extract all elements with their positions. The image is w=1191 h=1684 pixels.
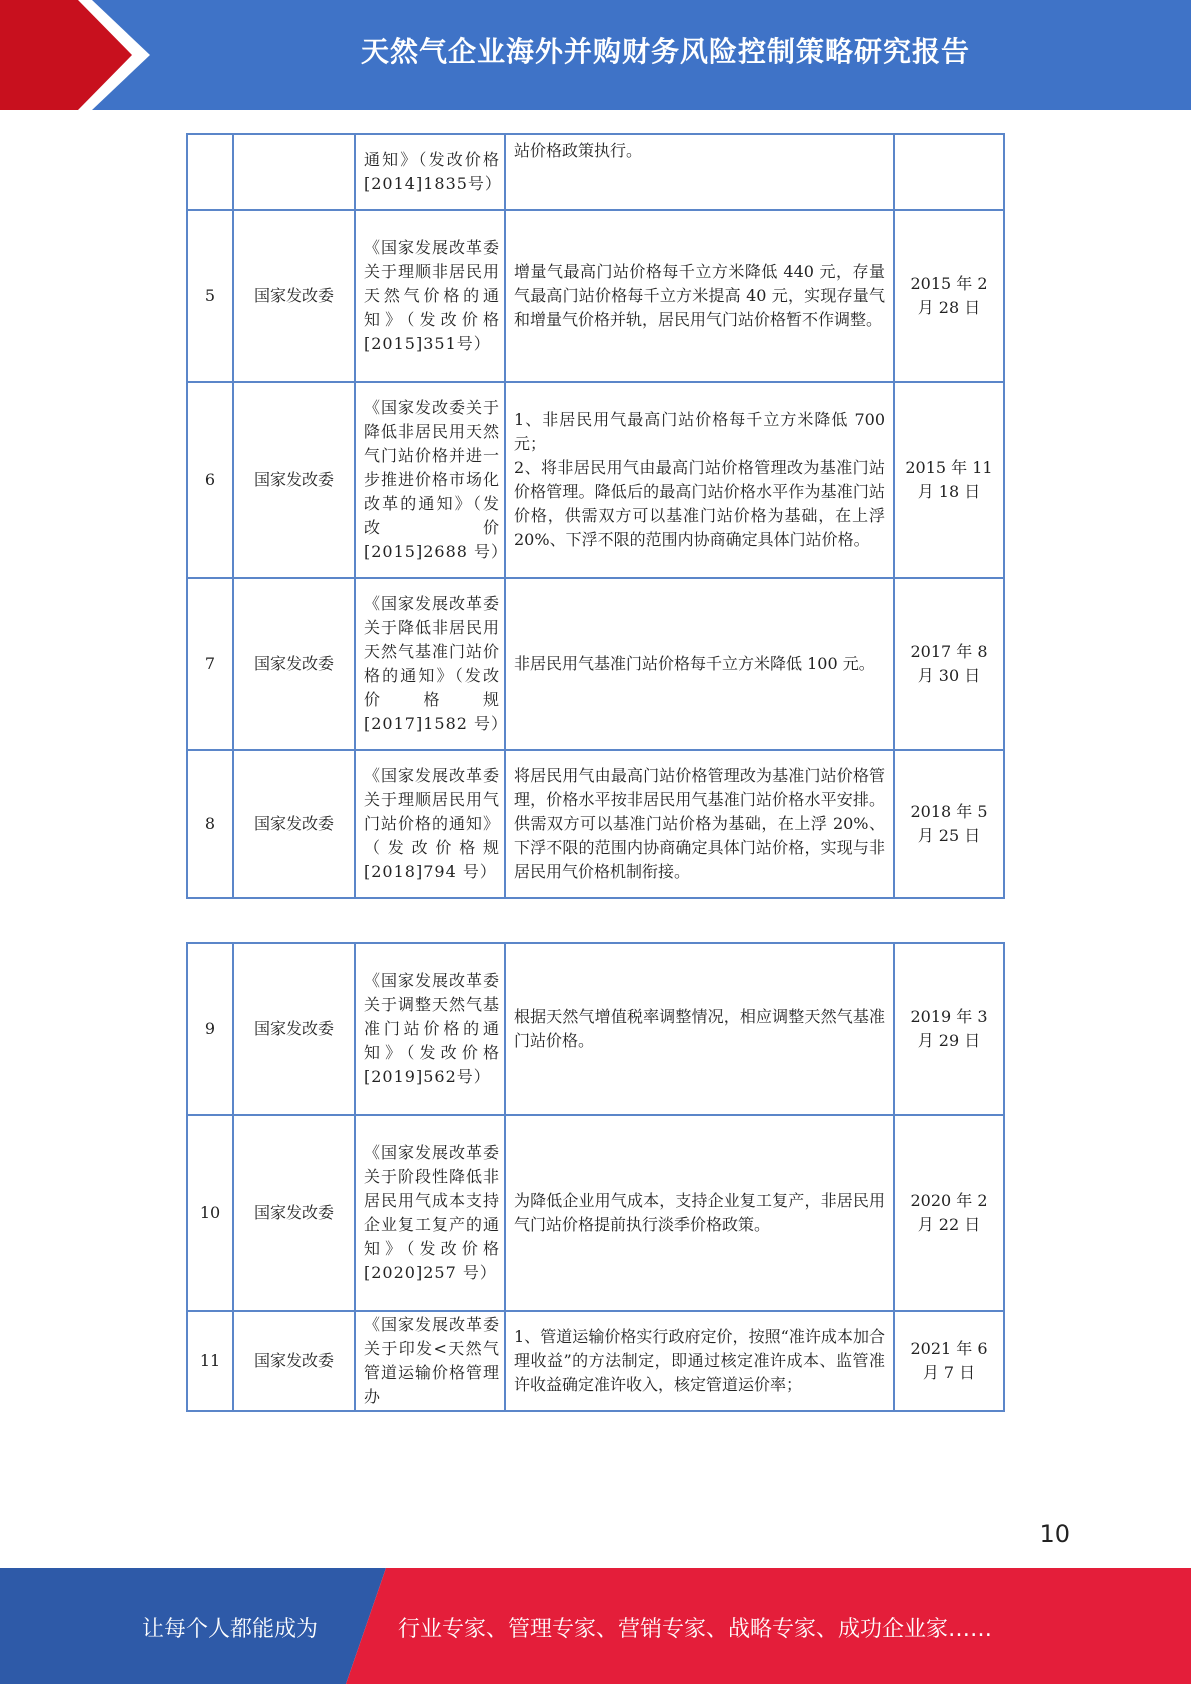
row-number: 9 <box>187 943 233 1115</box>
row-number: 8 <box>187 750 233 898</box>
issuing-body: 国家发改委 <box>233 578 355 750</box>
issuing-body: 国家发改委 <box>233 1311 355 1411</box>
table-row <box>187 382 1004 578</box>
policy-content: 1、非居民用气最高门站价格每千立方米降低 700 元； 2、将非居民用气由最高门站价格管理改为基准门站价格管理。降低后的最高门站价格水平作为基准门站价格，供需双方可以基准门站价格为基础，在上浮 20%、下浮不限的范围内协商确定具体门站价格。 <box>505 382 894 578</box>
document-name: 《国家发展改革委关于印发<天然气管道运输价格管理办 <box>355 1311 505 1411</box>
policy-content: 为降低企业用气成本，支持企业复工复产，非居民用气门站价格提前执行淡季价格政策。 <box>505 1115 894 1311</box>
document-name: 《国家发展改革委关于理顺居民用气门站价格的通知》（发改价格规[2018]794 号） <box>355 750 505 898</box>
document-name: 《国家发展改革委关于调整天然气基准门站价格的通知》（发改价格[2019]562号） <box>355 943 505 1115</box>
document-name: 《国家发展改革委关于降低非居民用天然气基准门站价格的通知》（发改价格规[2017]1582 号） <box>355 578 505 750</box>
table-row <box>187 1115 1004 1311</box>
issuing-body: 国家发改委 <box>233 210 355 382</box>
header-chevron-decoration <box>0 0 150 110</box>
row-number: 11 <box>187 1311 233 1411</box>
footer-slogan-left: 让每个人都能成为 <box>142 1617 319 1642</box>
issue-date: 2019 年 3 月 29 日 <box>894 943 1004 1115</box>
table-row <box>187 210 1004 382</box>
policy-content: 站价格政策执行。 <box>505 134 894 210</box>
footer-slogan-right: 行业专家、管理专家、营销专家、战略专家、成功企业家…… <box>398 1617 993 1642</box>
policy-content: 1、管道运输价格实行政府定价，按照“准许成本加合理收益”的方法制定，即通过核定准许成本、监管准许收益确定准许收入，核定管道运价率； <box>505 1311 894 1411</box>
issue-date: 2020 年 2 月 22 日 <box>894 1115 1004 1311</box>
document-name: 《国家发展改革委关于理顺非居民用天然气价格的通知》（发改价格[2015]351号） <box>355 210 505 382</box>
issue-date: 2015 年 2 月 28 日 <box>894 210 1004 382</box>
page-header <box>0 0 1191 110</box>
document-name: 通知》（发改价格[2014]1835号） <box>355 134 505 210</box>
issue-date: 2021 年 6 月 7 日 <box>894 1311 1004 1411</box>
row-number: 7 <box>187 578 233 750</box>
issuing-body: 国家发改委 <box>233 382 355 578</box>
table-row <box>187 943 1004 1115</box>
document-title: 天然气企业海外并购财务风险控制策略研究报告 <box>360 35 970 68</box>
issuing-body: 国家发改委 <box>233 1115 355 1311</box>
table-row <box>187 578 1004 750</box>
issue-date: 2018 年 5 月 25 日 <box>894 750 1004 898</box>
policy-content: 非居民用气基准门站价格每千立方米降低 100 元。 <box>505 578 894 750</box>
document-name: 《国家发改委关于降低非居民用天然气门站价格并进一步推进价格市场化改革的通知》（发改价[2015]2688 号） <box>355 382 505 578</box>
row-number <box>187 134 233 210</box>
table-row <box>187 750 1004 898</box>
policy-content: 将居民用气由最高门站价格管理改为基准门站价格管理，价格水平按非居民用气基准门站价格水平安排。供需双方可以基准门站价格为基础，在上浮 20%、下浮不限的范围内协商确定具体门站价格，实现与非居民用气价格机制衔接。 <box>505 750 894 898</box>
price-policy-table-next-page <box>186 942 1005 1412</box>
issue-date: 2017 年 8 月 30 日 <box>894 578 1004 750</box>
issue-date <box>894 134 1004 210</box>
price-policy-table-continued <box>186 133 1005 899</box>
row-number: 5 <box>187 210 233 382</box>
document-name: 《国家发展改革委关于阶段性降低非居民用气成本支持企业复工复产的通知》（发改价格[2020]257 号） <box>355 1115 505 1311</box>
issue-date: 2015 年 11 月 18 日 <box>894 382 1004 578</box>
table-row <box>187 134 1004 210</box>
row-number: 6 <box>187 382 233 578</box>
policy-content: 增量气最高门站价格每千立方米降低 440 元，存量气最高门站价格每千立方米提高 40 元，实现存量气和增量气价格并轨，居民用气门站价格暂不作调整。 <box>505 210 894 382</box>
page-number: 10 <box>1039 1520 1070 1548</box>
issuing-body: 国家发改委 <box>233 943 355 1115</box>
table-row <box>187 1311 1004 1411</box>
row-number: 10 <box>187 1115 233 1311</box>
policy-content: 根据天然气增值税率调整情况，相应调整天然气基准门站价格。 <box>505 943 894 1115</box>
issuing-body: 国家发改委 <box>233 750 355 898</box>
issuing-body <box>233 134 355 210</box>
